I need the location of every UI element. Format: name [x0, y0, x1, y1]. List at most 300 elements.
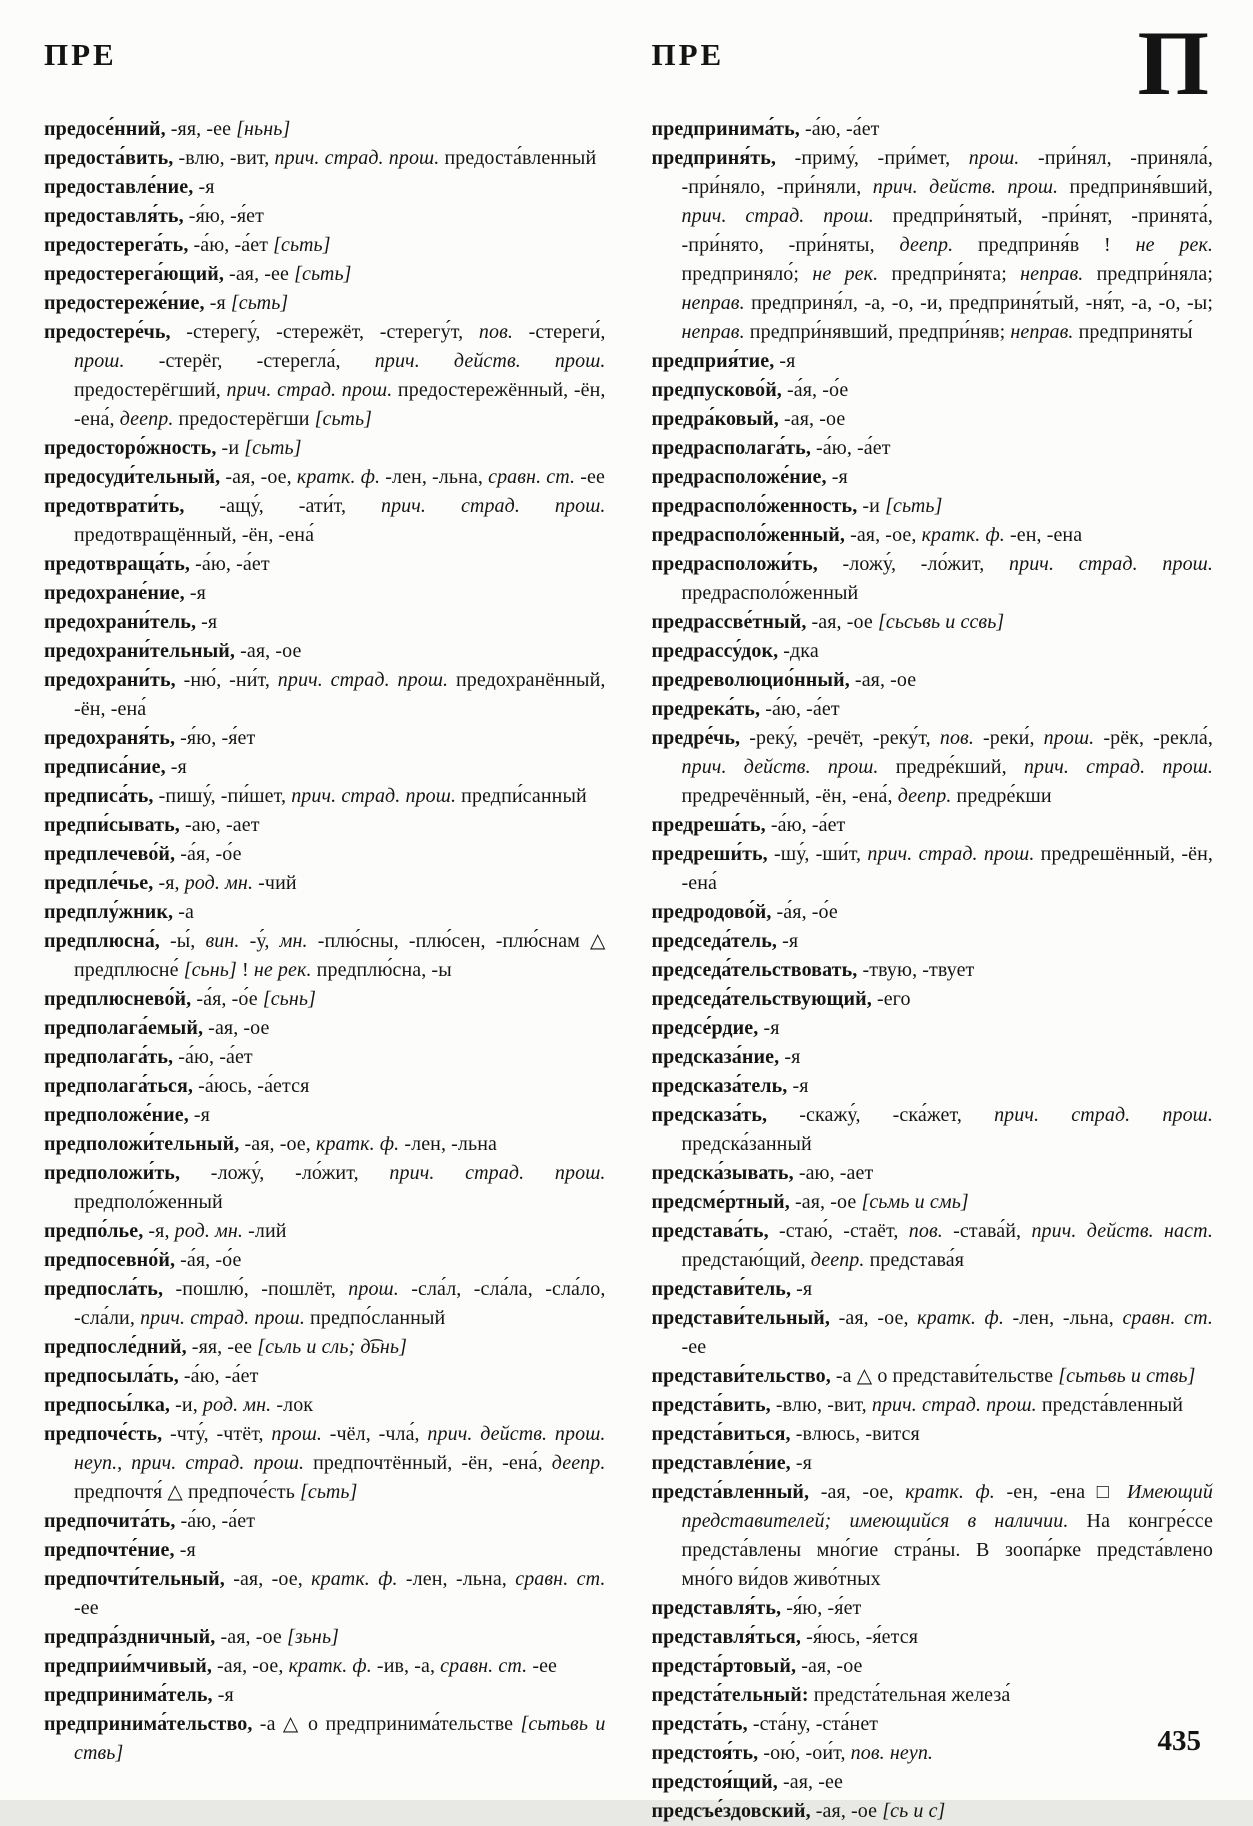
entry-run: предположи́ть,	[44, 1162, 181, 1185]
entry-run: пов.	[939, 727, 974, 750]
entry-run: предречённый, -ён, -ена́,	[681, 785, 898, 808]
entry-run: представле́ние,	[651, 1452, 791, 1475]
entry-run: -влю, -вит,	[770, 1394, 872, 1417]
dictionary-entry	[44, 1710, 606, 1768]
entry-run: род. мн.	[202, 1394, 272, 1417]
entry-run: предрека́ть,	[651, 698, 761, 721]
entry-run: предпри́нявший, предпри́няв;	[744, 321, 1011, 344]
entry-run: предста́вленный	[1036, 1394, 1184, 1417]
entry-run: предпо́лье,	[44, 1220, 144, 1243]
entry-run: -я	[165, 756, 187, 779]
entry-run: -става́й,	[942, 1220, 1032, 1243]
entry-run: предреши́ть,	[651, 843, 768, 866]
entry-run: сравн. ст.	[488, 466, 576, 489]
entry-run: предста́тельная железа́	[808, 1684, 1011, 1707]
dictionary-entry	[44, 1072, 606, 1101]
entry-run: -я	[790, 1452, 812, 1475]
entry-run: -плю́сны, -плю́сен, -плю́снам △ предплюсне́	[74, 930, 606, 982]
entry-run: прич. страд. прош.	[277, 669, 449, 692]
entry-run: -я	[188, 1104, 210, 1127]
entry-run: предсме́ртный,	[651, 1191, 790, 1214]
entry-run: -ою́, -ои́т,	[758, 1742, 851, 1765]
right-column	[652, 115, 1214, 1826]
entry-run: -яя, -ее	[165, 118, 237, 141]
entry-run: предпри́нята;	[878, 263, 1021, 286]
dictionary-entry	[44, 637, 606, 666]
entry-run: неправ.	[1020, 263, 1084, 286]
dictionary-entry	[652, 550, 1214, 608]
dictionary-entry	[44, 1681, 606, 1710]
entry-run: предрассве́тный,	[651, 611, 807, 634]
entry-run: -а́ю, -а́ет	[760, 698, 840, 721]
entry-run: прич. страд. прош.	[140, 1307, 305, 1330]
entry-run: -ая, -ое	[849, 669, 917, 692]
entry-run: сравн. ст.	[440, 1655, 528, 1678]
entry-run: прич. страд. прош.	[291, 785, 457, 808]
entry-run: предрасположе́ние,	[651, 466, 827, 489]
entry-run: -ложу́, -ло́жит,	[180, 1162, 390, 1185]
entry-run: предсе́рдие,	[651, 1017, 759, 1040]
entry-run: предполо́женный	[74, 1191, 223, 1214]
entry-run: -а́я, -о́е	[191, 988, 263, 1011]
entry-run: вин.	[205, 930, 240, 953]
dictionary-entry	[44, 782, 606, 811]
entry-run: -ста́ну, -ста́нет	[747, 1713, 879, 1736]
entry-run: -а́юсь, -а́ется	[193, 1075, 310, 1098]
entry-run: предосуди́тельный,	[44, 466, 221, 489]
entry-run: сравн. ст.	[1122, 1307, 1213, 1330]
entry-run: пов. неуп.	[850, 1742, 934, 1765]
entry-run: -я́ю, -я́ет	[781, 1597, 862, 1620]
entry-run: -ая, -ое	[810, 1800, 883, 1823]
entry-run: представи́тель,	[651, 1278, 792, 1301]
dictionary-entry	[652, 521, 1214, 550]
dictionary-entry	[652, 115, 1214, 144]
entry-run: предположи́тельный,	[44, 1133, 240, 1156]
entry-run: -аю, -ает	[793, 1162, 874, 1185]
entry-run: предста́ртовый,	[651, 1655, 797, 1678]
dictionary-entry	[652, 1797, 1214, 1826]
entry-run: предпусково́й,	[651, 379, 782, 402]
entry-run: предпле́чье,	[44, 872, 154, 895]
entry-run: -я	[204, 292, 231, 315]
entry-run: -я	[774, 350, 796, 373]
dictionary-entry	[44, 231, 606, 260]
entry-run: предпосыла́ть,	[44, 1365, 179, 1388]
entry-run: предприня́ть,	[651, 147, 776, 170]
section-letter: П	[1137, 12, 1209, 114]
entry-run: предсказа́тель,	[651, 1075, 788, 1098]
entry-run: предоста́вить,	[44, 147, 174, 170]
entry-run: [зьнь]	[286, 1626, 340, 1649]
entry-run: -ая, -ее	[777, 1771, 843, 1794]
dictionary-entry	[44, 1275, 606, 1333]
entry-run: -ая, -ое	[789, 1191, 862, 1214]
entry-run: предпосевно́й,	[44, 1249, 176, 1272]
entry-run: -ая, -ое	[778, 408, 846, 431]
entry-run: -ая, -ое	[796, 1655, 863, 1678]
dictionary-entry	[652, 637, 1214, 666]
dictionary-entry	[44, 898, 606, 927]
entry-run: предпоче́сть,	[44, 1423, 163, 1446]
entry-run: прич. страд. прош.	[871, 1394, 1037, 1417]
entry-run: не рек.	[1135, 234, 1213, 257]
entry-run: -чту́, -чтёт,	[162, 1423, 272, 1446]
entry-run: -я́ю, -я́ет	[175, 727, 256, 750]
entry-run: предприняло́;	[681, 263, 813, 286]
entry-run: предрешённый, -ён, -ена́	[681, 843, 1213, 895]
dictionary-entry	[44, 1014, 606, 1043]
entry-run: -рёк, -рекла́,	[1094, 727, 1213, 750]
dictionary-entry	[44, 1623, 606, 1652]
dictionary-entry	[44, 1507, 606, 1536]
entry-run: предпринима́тель,	[44, 1684, 213, 1707]
entry-run: прош.	[348, 1278, 399, 1301]
entry-run: [сь и с]	[882, 1800, 946, 1823]
entry-run: [сьть]	[244, 437, 302, 460]
entry-run: -а́ю, -а́ет	[799, 118, 880, 141]
dictionary-entry	[44, 753, 606, 782]
entry-run: предохрани́тель,	[44, 611, 197, 634]
entry-run: предре́кши	[951, 785, 1052, 808]
dictionary-entry	[652, 666, 1214, 695]
entry-run: прич. действ. прош.	[872, 176, 1059, 199]
entry-run: предоста́вленный	[439, 147, 597, 170]
entry-run: предпринима́ть,	[651, 118, 800, 141]
dictionary-entry	[44, 115, 606, 144]
entry-run: -я	[212, 1684, 234, 1707]
dictionary-entry	[652, 1043, 1214, 1072]
entry-run: предостерёгший,	[74, 379, 227, 402]
dictionary-entry	[652, 1449, 1214, 1478]
entry-run: предсказа́ние,	[651, 1046, 780, 1069]
entry-run: предпо́сланный	[304, 1307, 446, 1330]
entry-run: -ая, -ое,	[809, 1481, 906, 1504]
entry-run: -я́ю, -я́ет	[183, 205, 264, 228]
dictionary-entry	[652, 1652, 1214, 1681]
entry-run: -приму́, -при́мет,	[776, 147, 969, 170]
dictionary-entry	[652, 434, 1214, 463]
entry-run: -а́я, -о́е	[175, 843, 242, 866]
entry-run: предостерега́ющий,	[44, 263, 224, 286]
entry-run: [сьтьвь и ствь]	[1058, 1365, 1196, 1388]
dictionary-entry	[44, 1246, 606, 1275]
entry-run: кратк. ф.	[315, 1133, 400, 1156]
dictionary-entry	[44, 492, 606, 550]
entry-run: -а́ю, -а́ет	[765, 814, 846, 837]
entry-run: -пишу́, -пи́шет,	[153, 785, 292, 808]
entry-run: -аю, -ает	[179, 814, 260, 837]
entry-run: -я	[777, 930, 799, 953]
entry-run: предска́занный	[681, 1133, 812, 1156]
header-right	[651, 12, 1214, 114]
entry-run: -а́ю, -а́ет	[188, 234, 274, 257]
entry-run: -лен, -льна	[399, 1133, 498, 1156]
entry-run: -яя, -ее	[186, 1336, 258, 1359]
entry-run: деепр.	[119, 408, 174, 431]
entry-run: -сла́л, -сла́ла, -сла́ло, -сла́ли,	[74, 1278, 606, 1330]
entry-run: предре́чь,	[651, 727, 741, 750]
entry-run: -и	[857, 495, 886, 518]
dictionary-entry	[652, 1391, 1214, 1420]
dictionary-entry	[44, 985, 606, 1014]
entry-run: -а́ю, -а́ет	[190, 553, 270, 576]
entry-run: предприняты́	[1073, 321, 1193, 344]
entry-run: кратк. ф.	[905, 1481, 995, 1504]
entry-run: -я	[174, 1539, 196, 1562]
dictionary-entry	[652, 1072, 1214, 1101]
entry-run: [ньнь]	[236, 118, 291, 141]
entry-run: -я	[779, 1046, 801, 1069]
entry-run: -а́ю, -а́ет	[175, 1510, 256, 1533]
entry-run: предре́кший,	[878, 756, 1024, 779]
entry-run: -ая, -ое	[215, 1626, 287, 1649]
entry-run: представи́тельный,	[651, 1307, 831, 1330]
dictionary-entry	[652, 927, 1214, 956]
entry-run: предпочти́тельный,	[44, 1568, 225, 1591]
entry-run: [сьть]	[885, 495, 943, 518]
entry-run: предрасполага́ть,	[651, 437, 811, 460]
entry-run: -ив, -а,	[371, 1655, 441, 1678]
entry-run: предстаю́щий,	[681, 1249, 811, 1272]
dictionary-entry	[652, 811, 1214, 840]
entry-run: предреволюцио́нный,	[651, 669, 850, 692]
entry-run: -реки́,	[973, 727, 1044, 750]
entry-run: предотвращённый, -ён, -ена́	[74, 524, 315, 547]
dictionary-entry	[44, 202, 606, 231]
dictionary-entry	[652, 608, 1214, 637]
entry-run: предста́вить,	[651, 1394, 771, 1417]
entry-run: предполага́ться,	[44, 1075, 194, 1098]
entry-run: -лен, -льна,	[1003, 1307, 1123, 1330]
entry-run: предохрани́ть,	[44, 669, 176, 692]
entry-run: -и,	[170, 1394, 203, 1417]
entry-run: предплюснево́й,	[44, 988, 192, 1011]
entry-run: предпи́санный	[456, 785, 587, 808]
entry-run: прош.	[271, 1423, 322, 1446]
running-head-center: ПРЕ	[651, 37, 725, 72]
entry-run: кратк. ф.	[311, 1568, 398, 1591]
entry-run: представля́ть,	[651, 1597, 782, 1620]
entry-run: предпосле́дний,	[44, 1336, 187, 1359]
entry-run: -лен, -льна,	[397, 1568, 516, 1591]
dictionary-entry	[44, 318, 606, 434]
entry-run: предприя́тие,	[651, 350, 775, 373]
entry-run: [сьть]	[273, 234, 331, 257]
entry-run: предста́тельный:	[651, 1684, 809, 1707]
entry-run: -я	[758, 1017, 780, 1040]
entry-run: не рек.	[812, 263, 879, 286]
dictionary-entry	[44, 1362, 606, 1391]
dictionary-entry	[652, 405, 1214, 434]
entry-run: [сьть]	[294, 263, 352, 286]
entry-run: -я	[791, 1278, 813, 1301]
entry-run: предостережённый, -ён, -ена́,	[74, 379, 606, 431]
entry-run: прич. страд. прош.	[1009, 553, 1213, 576]
entry-run: предосторо́жность,	[44, 437, 217, 460]
entry-run: предполага́ть,	[44, 1046, 174, 1069]
entry-run: кратк. ф.	[917, 1307, 1004, 1330]
entry-run: -у́,	[239, 930, 280, 953]
entry-run: предостереже́ние,	[44, 292, 205, 315]
entry-run: предста́ть,	[651, 1713, 748, 1736]
dictionary-entry	[652, 985, 1214, 1014]
dictionary-entry	[44, 289, 606, 318]
dictionary-entry	[44, 811, 606, 840]
entry-run: !	[236, 959, 254, 982]
entry-run: [сьть]	[230, 292, 289, 315]
dictionary-entry	[652, 1014, 1214, 1043]
dictionary-entry	[652, 492, 1214, 521]
dictionary-entry	[44, 579, 606, 608]
entry-run: председа́тель,	[651, 930, 778, 953]
entry-run: предплю́сна, -ы	[311, 959, 452, 982]
entry-run: предприня́л, -а, -о, -и, предприня́тый, -ня́т, -а, -о, -ы;	[744, 292, 1213, 315]
dictionary-entry	[44, 724, 606, 753]
entry-run: предпи́сывать,	[44, 814, 180, 837]
entry-run: -я	[196, 611, 218, 634]
entry-run: прич. страд. прош.	[380, 495, 606, 518]
dictionary-entry	[652, 1768, 1214, 1797]
entry-run: председа́тельствующий,	[651, 988, 872, 1011]
entry-run: [сьтьвь и ствь]	[74, 1713, 606, 1765]
entry-run: предпри́няла;	[1083, 263, 1214, 286]
entry-run: предсказа́ть,	[651, 1104, 768, 1127]
dictionary-entry	[44, 1159, 606, 1217]
entry-run: -ее	[575, 466, 605, 489]
entry-run: [сьть]	[300, 1481, 358, 1504]
entry-run: -а́ю, -а́ет	[173, 1046, 253, 1069]
entry-run: -ащу́, -ати́т,	[184, 495, 381, 518]
entry-run: предплечево́й,	[44, 843, 176, 866]
entry-run: предпосла́ть,	[44, 1278, 164, 1301]
dictionary-entry	[44, 1652, 606, 1681]
entry-run: сравн. ст.	[515, 1568, 606, 1591]
entry-run: -стерёг, -стерегла́,	[124, 350, 375, 373]
entry-run: предоставля́ть,	[44, 205, 184, 228]
dictionary-entry	[44, 144, 606, 173]
entry-run: На конгре́ссе предста́влены мно́гие стра́ны. В зоопа́рке предста́влено мно́го ви́дов живо́тных	[681, 1510, 1213, 1591]
entry-run: -стерегу́, -стережёт, -стерегу́т,	[170, 321, 479, 344]
entry-run: -ая, -ое	[235, 640, 302, 663]
running-head-left: ПРЕ	[44, 37, 117, 72]
entry-run: -ая, -ое,	[830, 1307, 918, 1330]
entry-run: предписа́ть,	[44, 785, 154, 808]
entry-run: -ая, -ое,	[211, 1655, 289, 1678]
dictionary-entry	[44, 869, 606, 898]
entry-run: прич. страд. прош.	[994, 1104, 1213, 1127]
entry-run: председа́тельствовать,	[651, 959, 858, 982]
entry-run: предпра́здничный,	[44, 1626, 216, 1649]
entry-run: -ню́, -ни́т,	[175, 669, 278, 692]
entry-run: прош.	[74, 350, 125, 373]
dictionary-entry	[44, 1420, 606, 1507]
entry-run: предстоя́ть,	[651, 1742, 759, 1765]
dictionary-entry	[652, 1101, 1214, 1159]
entry-run: -а △ о представи́тельстве	[830, 1365, 1059, 1388]
entry-run: предсъе́здовский,	[651, 1800, 811, 1823]
entry-run: прич. страд. прош.	[681, 205, 874, 228]
entry-run: предосе́нний,	[44, 118, 166, 141]
entry-run: неправ.	[1010, 321, 1074, 344]
entry-run: -ая, -ое,	[224, 1568, 312, 1591]
entry-run: предпочтённый, -ён, -ена́,	[304, 1452, 552, 1475]
entry-run: прош.	[1043, 727, 1095, 750]
entry-run: -пошлю́, -пошлёт,	[163, 1278, 349, 1301]
entry-run: -реку́, -речёт, -реку́т,	[740, 727, 940, 750]
entry-run: предра́ковый,	[651, 408, 779, 431]
dictionary-entry	[44, 434, 606, 463]
entry-run: предплюсна́,	[44, 930, 160, 953]
entry-run: предохрани́тельный,	[44, 640, 236, 663]
entry-run: деепр.	[897, 785, 952, 808]
entry-run: деепр.	[810, 1249, 865, 1272]
entry-run: кратк. ф.	[288, 1655, 372, 1678]
entry-run: род. мн.	[174, 1220, 244, 1243]
dictionary-entry	[44, 1536, 606, 1565]
dictionary-entry	[652, 1420, 1214, 1449]
entry-run: -чий	[253, 872, 297, 895]
dictionary-entry	[652, 1623, 1214, 1652]
entry-run: -шу́, -ши́т,	[767, 843, 868, 866]
entry-run: [сьнь]	[262, 988, 316, 1011]
dictionary-entry	[652, 1739, 1214, 1768]
entry-run: предполага́емый,	[44, 1017, 204, 1040]
entry-run: кратк. ф.	[921, 524, 1005, 547]
entry-run: -и	[216, 437, 245, 460]
entry-run: не рек.	[253, 959, 312, 982]
entry-run: пов.	[478, 321, 513, 344]
dictionary-entry	[652, 347, 1214, 376]
entry-run: прич. действ. прош. неуп., прич. страд. прош.	[74, 1423, 606, 1475]
entry-run: -ее	[527, 1655, 558, 1678]
entry-run: -ая, -ое	[203, 1017, 270, 1040]
entry-run: предотвраща́ть,	[44, 553, 191, 576]
entry-run: представля́ться,	[651, 1626, 801, 1649]
entry-run: прич. действ. прош.	[681, 756, 879, 779]
left-column	[44, 115, 606, 1826]
entry-run: предположе́ние,	[44, 1104, 189, 1127]
entry-run: предрасположи́ть,	[651, 553, 818, 576]
dictionary-entry	[652, 1710, 1214, 1739]
entry-run: -ы́,	[159, 930, 206, 953]
page-number: 435	[1157, 1725, 1201, 1757]
dictionary-entry	[652, 1217, 1214, 1275]
entry-run: прич. действ. наст.	[1031, 1220, 1214, 1243]
entry-run: [сьль и сль; д͡ьнь]	[257, 1336, 407, 1359]
page-header	[44, 12, 1213, 114]
entry-run: -я,	[153, 872, 185, 895]
dictionary-entry	[652, 1188, 1214, 1217]
entry-run: предпосы́лка,	[44, 1394, 171, 1417]
entry-run: -влю, -вит,	[173, 147, 275, 170]
entry-run: -я	[787, 1075, 809, 1098]
entry-run: деепр.	[899, 234, 954, 257]
entry-run: предреша́ть,	[651, 814, 766, 837]
dictionary-entry	[44, 260, 606, 289]
entry-run: деепр.	[551, 1452, 606, 1475]
entry-run: прич. страд. прош.	[867, 843, 1035, 866]
entry-run: [сьсьвь и ссвь]	[877, 611, 1005, 634]
entry-run: -я	[193, 176, 215, 199]
entry-run: [сьмь и смь]	[861, 1191, 969, 1214]
entry-run: предостере́чь,	[44, 321, 171, 344]
entry-run: предохранённый, -ён, -ена́	[74, 669, 606, 721]
entry-run: -чёл, -чла́,	[322, 1423, 428, 1446]
entry-run: предпочте́ние,	[44, 1539, 175, 1562]
entry-run: -ее	[681, 1336, 707, 1359]
entry-run: -ая, -ое,	[220, 466, 297, 489]
